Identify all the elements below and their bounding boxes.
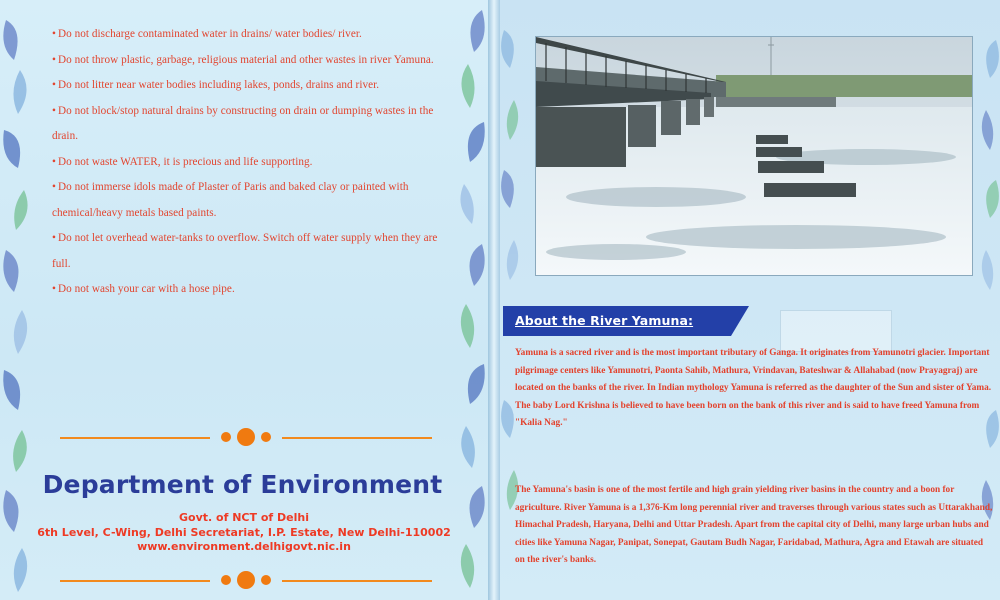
right-page (500, 0, 1000, 600)
heading-banner (503, 306, 749, 336)
list-item: • Do not immerse idols made of Plaster of Paris and baked clay or painted with chemical/heavy metals based paints. (52, 181, 409, 219)
rule-text: Do not discharge contaminated water in drains/ water bodies/ river. (57, 28, 362, 40)
ornament-divider-top (60, 428, 432, 448)
dos-and-donts-list (52, 22, 442, 303)
paragraph: Yamuna is a sacred river and is the most important tributary of Ganga. It originates from Yamunotri glacier. Important pilgrimage centers like Yamunotri, Paonta Sahib, Mathura, Vrindavan, Bateshwar & Allahabad (now Prayagraj) are located on the banks of the river. In Indian mythology Yamuna is referred as the daughter of the Sun and sister of Yama. The baby Lord Krishna is believed to have been born on the bank of this river and is said to have freed Yamuna from "Kalia Nag." (515, 348, 992, 428)
rule-text: Do not wash your car with a hose pipe. (57, 283, 235, 295)
rule-text: Do not litter near water bodies including lakes, ponds, drains and river. (57, 79, 380, 91)
section-heading: About the River Yamuna: (515, 313, 694, 328)
list-item: • Do not throw plastic, garbage, religious material and other wastes in river Yamuna. (52, 53, 434, 66)
website-link[interactable]: www.environment.delhigovt.nic.in (137, 540, 351, 553)
department-address (20, 511, 468, 555)
rule-text: Do not immerse idols made of Plaster of Paris and baked clay or painted with chemical/heavy metals based paints. (52, 181, 409, 219)
barrage-illustration (536, 37, 972, 275)
address-line: 6th Level, C-Wing, Delhi Secretariat, I.P. Estate, New Delhi-110002 (37, 525, 451, 539)
rule-text: Do not block/stop natural drains by constructing on drain or dumping wastes in the drain. (52, 104, 434, 142)
list-item: • Do not wash your car with a hose pipe. (52, 283, 235, 295)
ornament-divider-bottom (60, 571, 432, 591)
paragraph: The Yamuna's basin is one of the most fertile and high grain yielding river basins in the country and a boon for agriculture. River Yamuna is a 1,376-Km long perennial river and traverses through various states such as Uttarakhand, Himachal Pradesh, Haryana, Delhi and Uttar Pradesh. Apart from the capital city of Delhi, many large urban hubs and cities like Yamuna Nagar, Panipat, Sonepat, Gautam Budh Nagar, Faridabad, Mathura, Agra and Etawah are situated on the river's banks. (515, 485, 993, 565)
list-item: • Do not block/stop natural drains by constructing on drain or dumping wastes in the drain. (52, 104, 434, 142)
list-item: • Do not discharge contaminated water in drains/ water bodies/ river. (52, 28, 362, 40)
yamuna-barrage-photo (535, 36, 973, 276)
address-line: Govt. of NCT of Delhi (179, 511, 309, 524)
left-page (0, 0, 488, 600)
book-spine (488, 0, 500, 600)
list-item: • Do not waste WATER, it is precious and life supporting. (52, 155, 313, 168)
rule-text: Do not throw plastic, garbage, religious material and other wastes in river Yamuna. (57, 53, 434, 66)
rule-text: Do not waste WATER, it is precious and life supporting. (57, 155, 313, 168)
leaf-border-left (0, 0, 42, 600)
list-item: • Do not let overhead water-tanks to overflow. Switch off water supply when they are full. (52, 232, 438, 270)
rule-text: Do not let overhead water-tanks to overflow. Switch off water supply when they are full. (52, 232, 438, 270)
department-title: Department of Environment (42, 470, 443, 499)
leaf-border-right (446, 0, 488, 600)
list-item: • Do not litter near water bodies including lakes, ponds, drains and river. (52, 79, 380, 91)
